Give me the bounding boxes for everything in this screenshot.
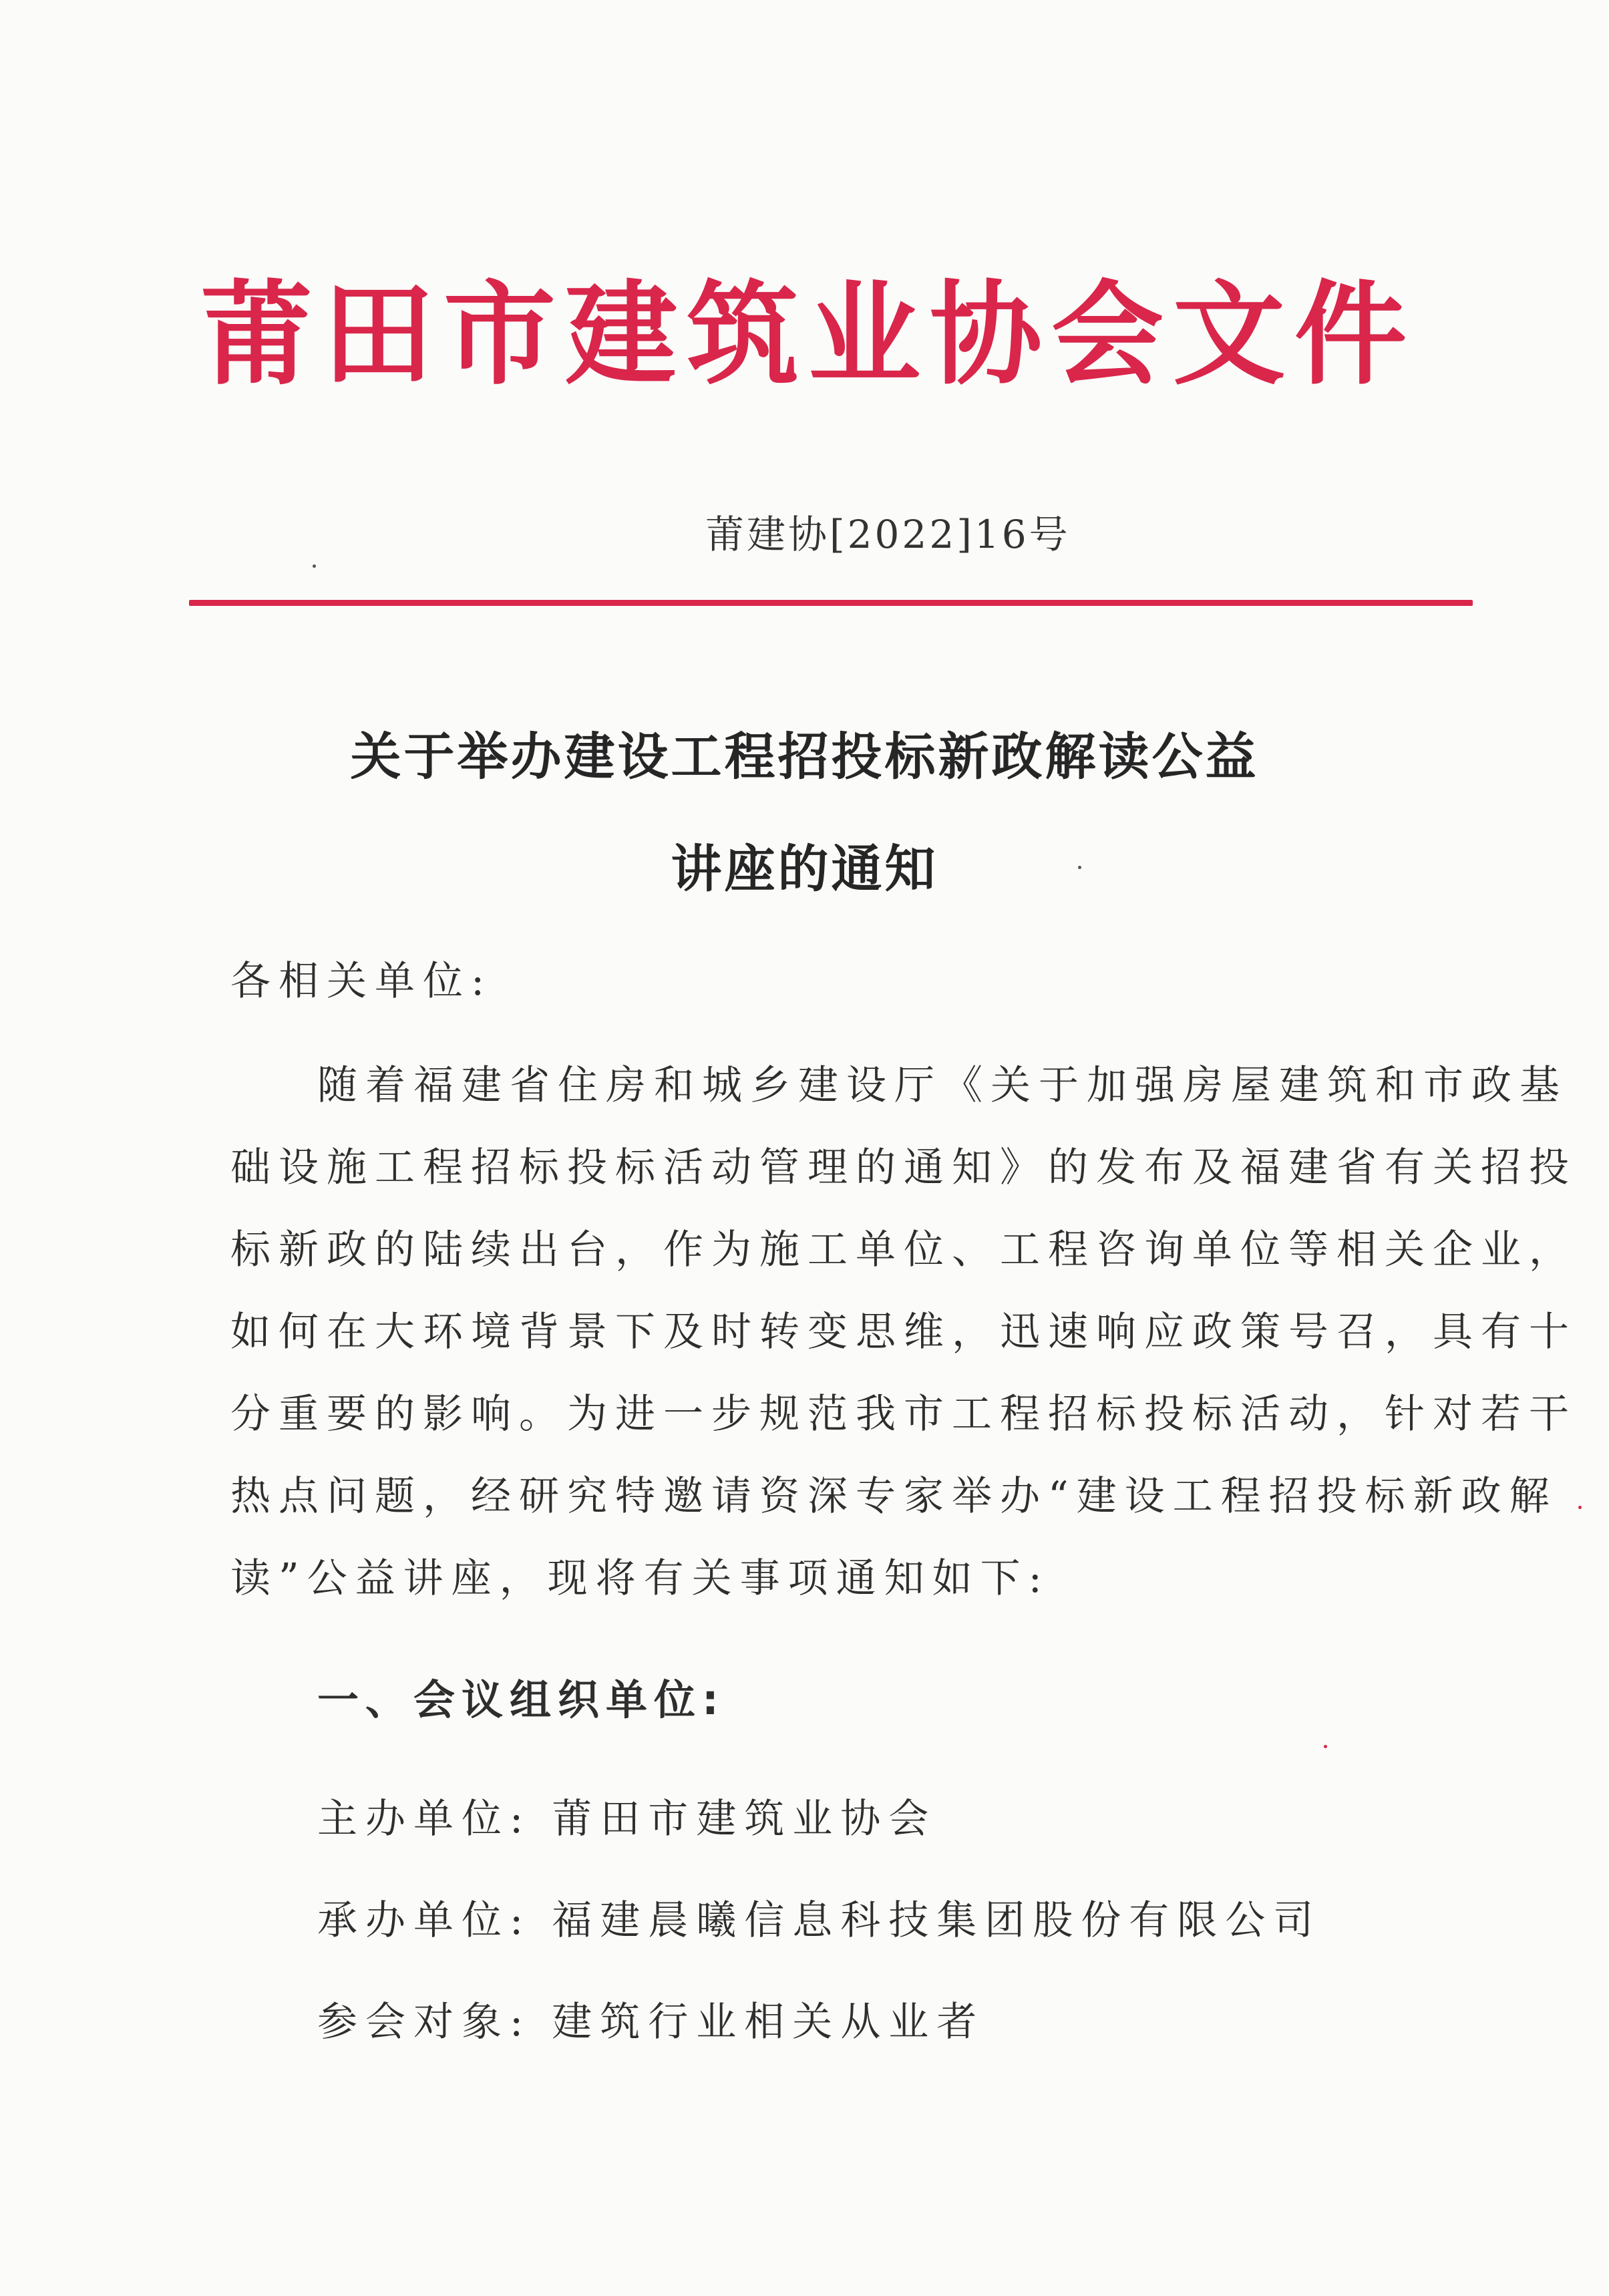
body-line-1: 随着福建省住房和城乡建设厅《关于加强房屋建筑和市政基 [317, 1062, 1568, 1109]
notice-title-line-1: 关于举办建设工程招投标新政解读公益 [350, 727, 1259, 786]
body-line-2: 础设施工程招标投标活动管理的通知》的发布及福建省有关招投 [230, 1144, 1577, 1191]
masthead-title: 莆田市建筑业协会文件 [200, 268, 1416, 400]
document-number: 莆建协[2022]16号 [705, 512, 1071, 557]
scan-speck [1324, 1745, 1327, 1748]
notice-title-line-2: 讲座的通知 [671, 839, 938, 898]
body-line-4: 如何在大环境背景下及时转变思维，迅速响应政策号召，具有十 [230, 1309, 1577, 1355]
body-line-6: 热点问题，经研究特邀请资深专家举办“建设工程招投标新政解 [230, 1473, 1558, 1520]
scan-speck [1078, 866, 1081, 869]
body-line-5: 分重要的影响。为进一步规范我市工程招标投标活动，针对若干 [230, 1391, 1577, 1438]
body-line-7: 读”公益讲座，现将有关事项通知如下: [230, 1555, 1050, 1602]
organizer-line: 主办单位: 莆田市建筑业协会 [317, 1796, 937, 1842]
body-line-3: 标新政的陆续出台，作为施工单位、工程咨询单位等相关企业， [230, 1226, 1577, 1273]
co-organizer-line: 承办单位: 福建晨曦信息科技集团股份有限公司 [317, 1897, 1322, 1944]
scan-speck [313, 564, 316, 568]
attendees-line: 参会对象: 建筑行业相关从业者 [317, 1999, 985, 2045]
salutation: 各相关单位: [230, 958, 493, 1005]
red-divider-line [189, 600, 1473, 606]
scan-speck [1578, 1506, 1582, 1509]
section-1-heading: 一、会议组织单位: [317, 1675, 725, 1724]
